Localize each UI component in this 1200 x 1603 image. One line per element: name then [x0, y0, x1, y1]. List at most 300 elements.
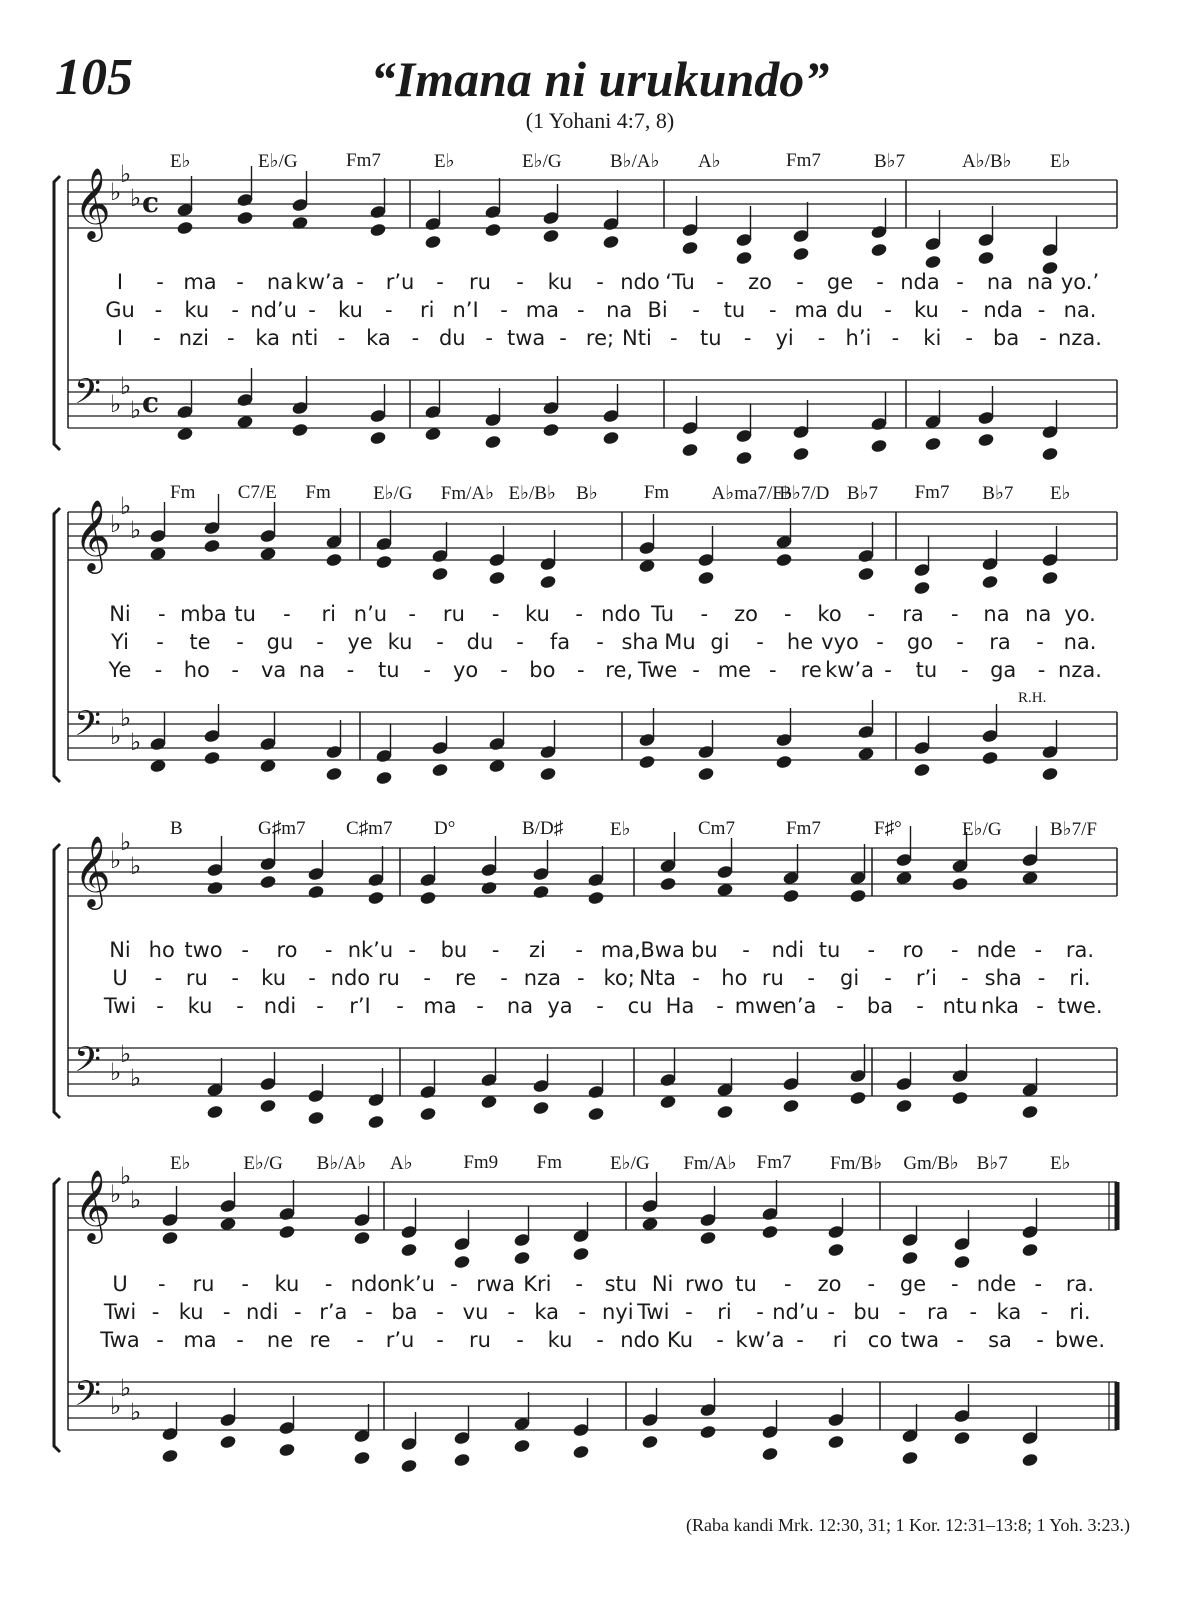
chord-symbol: Fm7	[786, 150, 821, 171]
lyric-line	[0, 938, 1200, 966]
lyric-hyphen: -	[516, 630, 524, 654]
notehead-icon	[849, 888, 867, 903]
chord-symbol: Fm9	[463, 1152, 499, 1173]
chord-symbol: B♭	[576, 483, 598, 504]
flat-icon: ♭	[110, 510, 122, 538]
lyric-hyphen: -	[817, 326, 826, 350]
lyric-syllable: me	[717, 658, 752, 682]
flat-icon: ♭	[120, 492, 132, 520]
lyric-hyphen: -	[222, 1300, 231, 1324]
notehead-icon	[419, 1106, 437, 1121]
notehead-icon	[161, 1448, 179, 1463]
lyric-hyphen: -	[154, 966, 163, 990]
chord-symbol: G♯m7	[258, 818, 306, 839]
notehead-icon	[369, 222, 387, 237]
lyric-line	[0, 966, 1200, 994]
lyric-syllable: du	[438, 326, 466, 350]
hymn-number: 105	[55, 49, 133, 106]
flat-icon: ♭	[120, 160, 132, 188]
notehead-icon	[542, 228, 560, 243]
lyric-hyphen: -	[796, 1328, 804, 1352]
chord-symbol: D°	[434, 818, 456, 839]
bass-clef-icon: 𝄢	[74, 1039, 102, 1088]
lyric-syllable: ma	[183, 270, 217, 294]
notehead-icon	[369, 430, 387, 445]
lyric-hyphen: -	[507, 1300, 515, 1324]
lyric-hyphen: -	[743, 326, 752, 350]
lyric-hyphen: -	[1034, 938, 1043, 962]
lyric-syllable: ru	[761, 966, 784, 990]
chord-symbol: Fm	[305, 482, 331, 503]
lyric-syllable: tu	[699, 326, 722, 350]
lyric-hyphen: -	[293, 1300, 302, 1324]
notehead-icon	[375, 770, 393, 785]
flat-icon: ♭	[110, 1180, 122, 1208]
notehead-icon	[981, 750, 999, 765]
lyric-syllable: kw’a	[735, 1328, 785, 1352]
lyric-syllable: bu	[440, 938, 468, 962]
chord-symbol: E♭	[610, 819, 631, 840]
notehead-icon	[1041, 570, 1059, 585]
lyric-syllable: ra.	[1065, 938, 1095, 962]
lyric-hyphen: -	[961, 298, 969, 322]
notehead-icon	[782, 888, 800, 903]
notehead-icon	[419, 890, 437, 905]
flat-icon: ♭	[130, 516, 142, 544]
chord-symbol: E♭/G	[373, 483, 413, 504]
lyric-hyphen: -	[236, 1328, 244, 1352]
notehead-icon	[953, 1254, 971, 1269]
lyric-syllable: mwe	[734, 994, 786, 1018]
lyric-hyphen: -	[491, 938, 500, 962]
lyric-syllable: ku	[184, 298, 210, 322]
lyric-hyphen: -	[154, 658, 163, 682]
lyric-syllable: twa	[507, 326, 546, 350]
flat-icon: ♭	[130, 1398, 142, 1426]
chord-symbol: E♭	[170, 151, 191, 172]
lyric-syllable: ku	[261, 966, 287, 990]
lyric-hyphen: -	[884, 658, 892, 682]
lyric-hyphen: -	[157, 602, 166, 626]
lyric-syllable: nde	[976, 938, 1017, 962]
notehead-icon	[1021, 1242, 1039, 1257]
lyric-syllable: ndo	[350, 1272, 391, 1296]
lyric-hyphen: -	[575, 602, 583, 626]
lyric-syllable: ne	[266, 1328, 294, 1352]
lyric-hyphen: -	[337, 326, 346, 350]
lyric-syllable: va	[260, 658, 287, 682]
lyric-hyphen: -	[756, 1300, 764, 1324]
lyric-syllable: kw’a	[295, 270, 345, 294]
lyric-syllable: nka	[981, 994, 1019, 1018]
lyric-hyphen: -	[969, 1300, 978, 1324]
lyric-hyphen: -	[596, 630, 604, 654]
lyric-syllable: U	[112, 966, 128, 990]
lyric-line	[0, 270, 1200, 298]
hymn-scripture: (1 Yohani 4:7, 8)	[525, 108, 675, 133]
lyric-hyphen: -	[365, 1300, 373, 1324]
lyric-hyphen: -	[1036, 1328, 1044, 1352]
notehead-icon	[792, 246, 810, 261]
notehead-icon	[870, 242, 888, 257]
notehead-icon	[307, 884, 325, 899]
lyric-hyphen: -	[153, 326, 161, 350]
flat-icon: ♭	[130, 184, 142, 212]
lyric-syllable: ru	[442, 602, 465, 626]
lyric-syllable: ra	[927, 1300, 949, 1324]
notehead-icon	[307, 1110, 325, 1125]
notehead-icon	[951, 1090, 969, 1105]
lyric-syllable: yo.	[1064, 602, 1096, 626]
lyric-hyphen: -	[154, 298, 163, 322]
notehead-icon	[375, 554, 393, 569]
flat-icon: ♭	[130, 1186, 142, 1214]
lyric-syllable: ka	[534, 1300, 559, 1324]
lyric-line	[0, 1300, 1200, 1328]
lyric-hyphen: -	[316, 994, 324, 1018]
notehead-icon	[367, 1114, 385, 1129]
notehead-icon	[278, 1442, 296, 1457]
lyric-hyphen: -	[476, 994, 484, 1018]
lyric-syllable: Ha	[665, 994, 695, 1018]
lyric-syllable: ku	[547, 1328, 573, 1352]
lyric-line	[0, 658, 1200, 686]
notehead-icon	[291, 422, 309, 437]
lyric-syllable: yo.’	[1060, 270, 1100, 294]
notehead-icon	[353, 1450, 371, 1465]
lyric-hyphen: -	[1036, 630, 1044, 654]
notehead-icon	[513, 1250, 531, 1265]
lyric-syllable: ri.	[1069, 966, 1091, 990]
notehead-icon	[953, 1430, 971, 1445]
lyric-syllable: gu	[266, 630, 294, 654]
flat-icon: ♭	[120, 372, 132, 400]
chord-symbol: E♭	[434, 151, 455, 172]
notehead-icon	[735, 450, 753, 465]
lyric-syllable: ru	[192, 1272, 215, 1296]
lyric-syllable: ndo	[330, 966, 371, 990]
lyric-hyphen: -	[516, 1328, 524, 1352]
lyric-line	[0, 298, 1200, 326]
lyric-hyphen: -	[231, 298, 239, 322]
notehead-icon	[1021, 1452, 1039, 1467]
chord-symbol: B♭7/D	[779, 483, 830, 504]
lyric-syllable: sha	[621, 630, 659, 654]
music-system	[0, 140, 1200, 500]
lyric-syllable: kw’a	[825, 658, 875, 682]
notehead-icon	[400, 1458, 418, 1472]
lyric-syllable: yi	[775, 326, 794, 350]
lyric-hyphen: -	[316, 630, 324, 654]
lyric-syllable: ka	[255, 326, 281, 350]
lyric-syllable: ru	[469, 270, 491, 294]
lyric-syllable: ba	[866, 994, 894, 1018]
lyric-hyphen: -	[283, 602, 291, 626]
lyric-hyphen: -	[769, 298, 777, 322]
lyric-hyphen: -	[423, 658, 431, 682]
notehead-icon	[602, 430, 620, 445]
notehead-icon	[325, 552, 343, 567]
lyric-syllable: ro	[276, 938, 298, 962]
lyric-hyphen: -	[324, 1272, 333, 1296]
lyric-hyphen: -	[436, 1328, 444, 1352]
notehead-icon	[542, 422, 560, 437]
music-system	[0, 472, 1200, 832]
lyric-hyphen: -	[1037, 658, 1046, 682]
notehead-icon	[827, 1434, 845, 1449]
lyric-syllable: r’u	[385, 1328, 415, 1352]
lyric-hyphen: -	[956, 630, 964, 654]
flat-icon: ♭	[110, 1058, 122, 1086]
notehead-icon	[924, 436, 942, 451]
bass-clef-icon: 𝄢	[74, 703, 102, 752]
lyric-syllable: r’a	[319, 1300, 348, 1324]
lyric-hyphen: -	[500, 658, 508, 682]
notehead-icon	[206, 880, 224, 895]
chord-symbol: E♭/G	[258, 151, 298, 172]
chord-symbol: E♭	[1050, 1153, 1071, 1174]
lyric-syllable: ka	[366, 326, 391, 350]
lyric-syllable: ra	[989, 630, 1011, 654]
notehead-icon	[1021, 1104, 1039, 1119]
lyric-syllable: n’I	[452, 298, 479, 322]
notehead-icon	[539, 766, 557, 781]
lyric-hyphen: -	[559, 326, 567, 350]
lyric-syllable: du	[466, 630, 494, 654]
lyric-hyphen: -	[346, 658, 355, 682]
lyric-hyphen: -	[1037, 298, 1046, 322]
lyric-syllable: twa	[900, 1328, 940, 1352]
lyric-syllable: ko	[817, 602, 842, 626]
lyric-syllable: co	[867, 1328, 893, 1352]
lyric-syllable: Twi	[103, 994, 137, 1018]
notehead-icon	[775, 552, 793, 567]
notehead-icon	[641, 1434, 659, 1449]
notehead-icon	[792, 446, 810, 461]
lyric-syllable: ndo	[620, 270, 660, 294]
right-hand-annotation: R.H.	[1018, 690, 1047, 706]
notehead-icon	[1041, 766, 1059, 781]
lyric-hyphen: -	[692, 298, 700, 322]
lyric-syllable: ri	[419, 298, 435, 322]
lyric-syllable: zi	[528, 938, 546, 962]
lyric-syllable: tu	[234, 602, 256, 626]
flat-icon: ♭	[120, 704, 132, 732]
lyric-hyphen: -	[807, 966, 815, 990]
notehead-icon	[697, 766, 715, 781]
chord-symbol: Fm/A♭	[440, 483, 495, 504]
lyric-syllable: Twe	[637, 658, 678, 682]
lyric-syllable: nk’u	[347, 938, 394, 962]
chord-symbol: E♭/G	[522, 151, 562, 172]
lyric-hyphen: -	[867, 938, 876, 962]
chord-symbol: B♭7/F	[1050, 819, 1097, 840]
lyric-hyphen: -	[236, 630, 244, 654]
chord-symbol: Fm	[536, 1152, 563, 1173]
lyric-syllable: ku	[187, 994, 213, 1018]
lyric-hyphen: -	[596, 994, 604, 1018]
flat-icon: ♭	[110, 1392, 122, 1420]
chord-symbol: B/D♯	[522, 818, 564, 839]
lyric-syllable: Tu	[651, 602, 675, 626]
notehead-icon	[278, 1224, 296, 1239]
lyric-syllable: nti	[290, 326, 319, 350]
lyric-hyphen: -	[324, 938, 333, 962]
lyric-hyphen: -	[961, 658, 969, 682]
lyric-syllable: bo	[529, 658, 556, 682]
lyric-hyphen: -	[241, 1272, 249, 1296]
lyric-hyphen: -	[784, 602, 792, 626]
notehead-icon	[857, 566, 875, 581]
lyric-syllable: Gu	[105, 298, 135, 322]
music-system	[0, 808, 1200, 1168]
lyric-line	[0, 602, 1200, 630]
notehead-icon	[981, 574, 999, 589]
lyric-syllable: rwo	[685, 1272, 724, 1296]
lyric-syllable: ga	[990, 658, 1017, 682]
lyric-syllable: Kri	[523, 1272, 552, 1296]
lyric-syllable: ndi	[771, 938, 805, 962]
lyric-syllable: ku	[524, 602, 550, 626]
notehead-icon	[484, 434, 502, 449]
flat-icon: ♭	[110, 846, 122, 874]
lyric-syllable: ho	[148, 938, 175, 962]
lyric-hyphen: -	[950, 938, 959, 962]
lyric-syllable: ri	[832, 1328, 848, 1352]
lyric-hyphen: -	[867, 1272, 876, 1296]
notehead-icon	[400, 1242, 418, 1257]
hymn-title: “Imana ni urukundo”	[370, 51, 830, 107]
common-time-icon: c	[142, 186, 160, 219]
lyric-hyphen: -	[450, 1272, 458, 1296]
lyric-syllable: cu	[627, 994, 653, 1018]
lyric-hyphen: -	[231, 966, 239, 990]
lyric-hyphen: -	[956, 270, 964, 294]
lyric-hyphen: -	[156, 630, 164, 654]
lyric-syllable: ndo	[601, 602, 641, 626]
lyric-hyphen: -	[308, 298, 316, 322]
chord-symbol: Cm7	[698, 818, 735, 839]
chord-symbol: E♭	[1050, 151, 1071, 172]
lyric-hyphen: -	[784, 1272, 792, 1296]
notehead-icon	[782, 1098, 800, 1113]
notehead-icon	[849, 1090, 867, 1105]
notehead-icon	[431, 566, 449, 581]
lyric-hyphen: -	[491, 602, 500, 626]
lyric-syllable: nza	[523, 966, 561, 990]
notehead-icon	[699, 1230, 717, 1245]
lyric-syllable: zo	[817, 1272, 842, 1296]
chord-symbol: A♭/B♭	[962, 151, 1012, 172]
notehead-icon	[827, 1242, 845, 1257]
lyric-syllable: n’u	[353, 602, 388, 626]
notehead-icon	[924, 254, 942, 269]
notehead-icon	[161, 1230, 179, 1245]
lyric-syllable: nza.	[1058, 326, 1102, 350]
lyric-hyphen: -	[961, 966, 969, 990]
lyric-syllable: stu	[604, 1272, 638, 1296]
lyric-syllable: I	[116, 326, 124, 350]
footer-reference: (Raba kandi Mrk. 12:30, 31; 1 Kor. 12:31–13:8; 1 Yoh. 3:23.)	[686, 1515, 1130, 1535]
lyric-syllable: r’I	[349, 994, 371, 1018]
chord-symbol: F♯°	[874, 818, 902, 839]
notehead-icon	[488, 570, 506, 585]
lyric-syllable: ndi	[245, 1300, 279, 1324]
lyric-syllable: ka	[996, 1300, 1022, 1324]
lyric-syllable: re	[455, 966, 477, 990]
lyric-syllable: ku	[337, 298, 363, 322]
chord-symbol: E♭/B♭	[508, 483, 556, 504]
chord-symbol: A♭	[698, 151, 721, 172]
lyric-syllable: Mu	[664, 630, 696, 654]
lyric-syllable: ri	[717, 1300, 732, 1324]
flat-icon: ♭	[130, 396, 142, 424]
chord-symbol: B♭7	[976, 1153, 1008, 1174]
lyric-hyphen: -	[500, 298, 508, 322]
lyric-hyphen: -	[408, 938, 416, 962]
flat-icon: ♭	[130, 1064, 142, 1092]
chord-symbol: B	[170, 818, 183, 839]
lyric-syllable: Nti	[622, 326, 652, 350]
notehead-icon	[431, 762, 449, 777]
lyric-hyphen: -	[577, 298, 585, 322]
lyric-hyphen: -	[577, 966, 585, 990]
lyric-syllable: na.	[1063, 630, 1097, 654]
lyric-hyphen: -	[436, 270, 444, 294]
lyric-syllable: ndi	[263, 994, 297, 1018]
lyric-hyphen: -	[876, 630, 884, 654]
lyric-hyphen: -	[231, 658, 239, 682]
lyric-syllable: nda	[900, 270, 940, 294]
notehead-icon	[480, 880, 498, 895]
lyric-syllable: ku	[547, 270, 573, 294]
lyric-syllable: ma,	[600, 938, 641, 962]
chord-symbol: Fm	[643, 482, 670, 503]
notehead-icon	[913, 762, 931, 777]
chord-symbol: E♭	[170, 1153, 191, 1174]
treble-clef-icon: 𝄞	[74, 498, 111, 571]
lyric-syllable: ‘Tu	[665, 270, 695, 294]
lyric-syllable: rwa	[476, 1272, 515, 1296]
lyric-syllable: vyo	[821, 630, 859, 654]
lyric-hyphen: -	[156, 270, 164, 294]
notehead-icon	[572, 1444, 590, 1459]
lyric-hyphen: -	[965, 326, 974, 350]
music-system	[0, 1142, 1200, 1502]
lyric-syllable: ro	[902, 938, 924, 962]
lyric-hyphen: -	[578, 1300, 587, 1324]
notehead-icon	[735, 250, 753, 265]
lyric-syllable: Bwa	[640, 938, 685, 962]
lyric-syllable: ku	[387, 630, 413, 654]
bass-clef-icon: 𝄢	[74, 1373, 102, 1422]
lyric-hyphen: -	[577, 658, 585, 682]
chord-symbol: Fm/A♭	[683, 1153, 737, 1174]
chord-symbol: C7/E	[237, 482, 277, 503]
notehead-icon	[913, 580, 931, 595]
lyric-syllable: ye	[347, 630, 373, 654]
notehead-icon	[901, 1250, 919, 1265]
chord-symbol: C♯m7	[346, 818, 393, 839]
lyric-hyphen: -	[1039, 326, 1047, 350]
lyric-syllable: ku	[274, 1272, 300, 1296]
lyric-hyphen: -	[408, 602, 416, 626]
chord-symbol: E♭	[1050, 483, 1071, 504]
lyric-syllable: ba	[391, 1300, 418, 1324]
notehead-icon	[775, 754, 793, 769]
lyric-syllable: Nta	[639, 966, 676, 990]
lyric-hyphen: -	[756, 630, 764, 654]
